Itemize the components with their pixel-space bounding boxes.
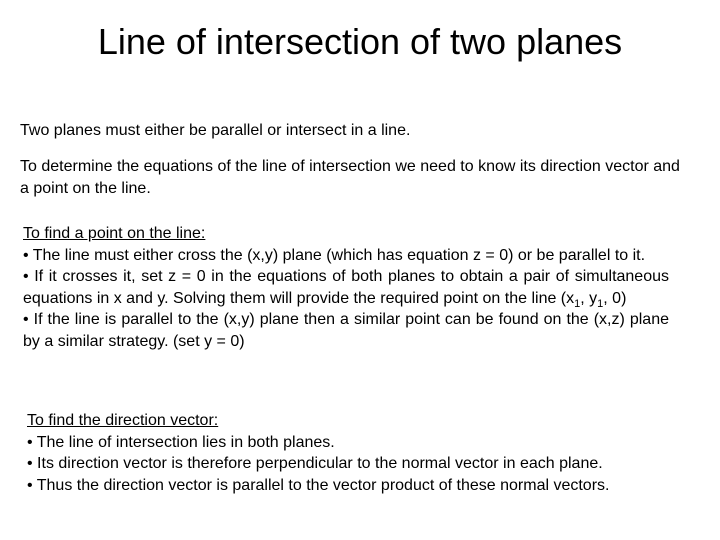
point-bullet-1: • The line must either cross the (x,y) plane (which has equation z = 0) or be parallel to it. <box>23 246 646 264</box>
slide-title: Line of intersection of two planes <box>97 21 623 62</box>
point-section-heading: To find a point on the line: <box>23 225 206 242</box>
direction-section-heading: To find the direction vector: <box>27 412 219 429</box>
point-bullet-2 <box>23 266 669 309</box>
subscript-2: 1 <box>597 297 604 310</box>
point-bullet-2-tail: , 0) <box>603 289 627 307</box>
intro-paragraph-2: To determine the equations of the line of intersection we need to know its direction vector and a point on the line. <box>20 158 680 197</box>
direction-bullet-1: • The line of intersection lies in both planes. <box>27 433 335 451</box>
point-bullet-3: • If the line is parallel to the (x,y) plane then a similar point can be found on the (x,z) plane by a similar strategy. (set y = 0) <box>23 311 669 350</box>
direction-bullet-2: • Its direction vector is therefore perpendicular to the normal vector in each plane. <box>27 455 603 472</box>
direction-section <box>27 410 687 496</box>
intro-paragraph-1: Two planes must either be parallel or intersect in a line. <box>20 122 411 139</box>
point-section <box>23 223 669 352</box>
point-bullet-2-mid: , y <box>580 289 598 307</box>
subscript-1: 1 <box>574 297 581 310</box>
direction-bullet-3: • Thus the direction vector is parallel to the vector product of these normal vectors. <box>27 476 610 494</box>
point-bullet-2-text: • If it crosses it, set z = 0 in the equations of both planes to obtain a pair of simultaneous equations in x and y. Solving them will provide the required point on the line (x <box>23 268 669 307</box>
